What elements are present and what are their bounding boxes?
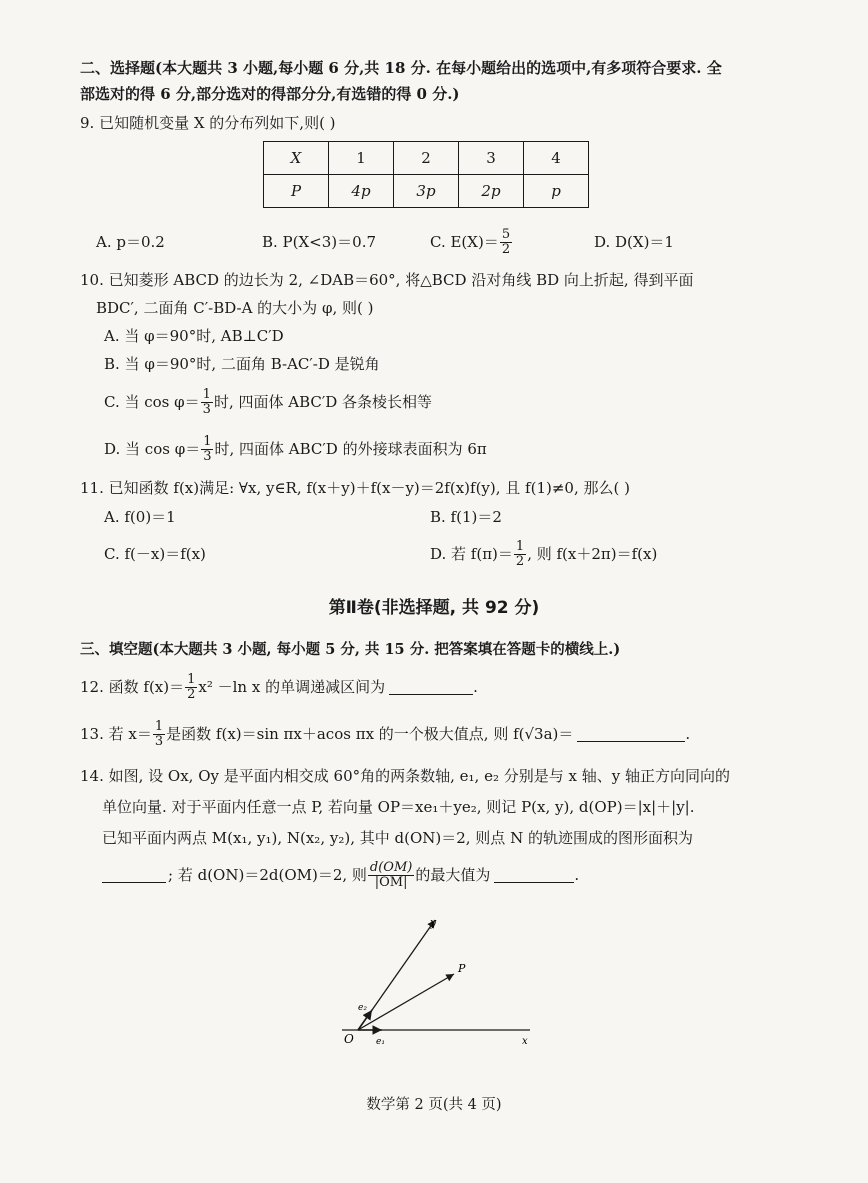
fraction-denominator: 3 — [203, 448, 212, 464]
q14-line4-text: ; 若 d(ON)＝2d(OM)＝2, 则 — [168, 866, 367, 884]
q11-option-a: A. f(0)＝1 — [104, 508, 176, 526]
fraction — [368, 861, 414, 890]
table-cell: 4 — [524, 142, 589, 175]
q12-answer-blank[interactable] — [389, 680, 473, 695]
q12-stem: 12. 函数 f(x)＝ — [80, 678, 185, 696]
q10-stem-line2: BDC′, 二面角 C′-BD-A 的大小为 φ, 则( ) — [96, 299, 374, 317]
section2-heading-line2: 部选对的得 6 分,部分选对的得部分分,有选错的得 0 分.) — [80, 85, 460, 103]
table-cell: P — [264, 175, 329, 208]
q11-option-c: C. f(－x)＝f(x) — [104, 545, 206, 563]
q9-option-a: A. p＝0.2 — [96, 233, 165, 251]
fraction-denominator: 2 — [187, 686, 196, 702]
q14-line3: 已知平面内两点 M(x₁, y₁), N(x₂, y₂), 其中 d(ON)＝2, 则点 N 的轨迹围成的图形面积为 — [102, 829, 693, 847]
q10-option-b: B. 当 φ＝90°时, 二面角 B-AC′-D 是锐角 — [104, 355, 380, 373]
table-row — [264, 175, 589, 208]
label-y: y — [430, 916, 437, 929]
fraction — [185, 673, 197, 702]
q13 — [80, 714, 690, 754]
q14-line1: 14. 如图, 设 Ox, Oy 是平面内相交成 60°角的两条数轴, e₁, e₂ 分别是与 x 轴、y 轴正方向同向的 — [80, 767, 730, 785]
table-cell: X — [264, 142, 329, 175]
q11-option-d — [430, 534, 657, 574]
fraction — [201, 435, 213, 464]
table-cell: 2p — [459, 175, 524, 208]
q11-option-b: B. f(1)＝2 — [430, 508, 502, 526]
q11-option-d-text: , 则 f(x＋2π)＝f(x) — [527, 545, 658, 563]
q14-line4-text-2: 的最大值为 — [415, 866, 491, 884]
label-p: P — [458, 962, 466, 975]
q13-stem: 13. 若 x＝ — [80, 725, 152, 743]
fraction — [153, 720, 165, 749]
q10-option-c — [104, 382, 432, 422]
q10-option-d-label: D. 当 cos φ＝ — [104, 440, 201, 458]
table-cell: 3 — [459, 142, 524, 175]
fraction-denominator: 3 — [202, 401, 211, 417]
q9-stem: 9. 已知随机变量 X 的分布列如下,则( ) — [80, 114, 336, 132]
vector-e2 — [358, 1010, 372, 1030]
fraction-numerator: 1 — [154, 718, 164, 734]
part2-title: 第Ⅱ卷(非选择题, 共 92 分) — [328, 598, 540, 618]
q10-option-c-text: 时, 四面体 ABC′D 各条棱长相等 — [213, 393, 433, 411]
fraction-numerator: 1 — [202, 386, 211, 402]
q13-stem-cont: 是函数 f(x)＝sin πx＋acos πx 的一个极大值点, 则 f(√3a)＝ — [166, 725, 574, 743]
fraction — [514, 540, 526, 569]
coordinate-figure — [330, 912, 550, 1052]
fraction-numerator: 5 — [501, 226, 511, 242]
q14-period: . — [574, 866, 580, 884]
table-cell: 3p — [394, 175, 459, 208]
q13-period: . — [685, 725, 691, 743]
fraction-denominator: 2 — [515, 553, 525, 569]
q13-answer-blank[interactable] — [577, 727, 685, 742]
table-cell: 1 — [329, 142, 394, 175]
fraction — [201, 388, 213, 417]
q12-stem-cont: x² －ln x 的单调递减区间为 — [198, 678, 386, 696]
q12-period: . — [473, 678, 478, 696]
table-row — [264, 142, 589, 175]
table-cell: 4p — [329, 175, 394, 208]
q14-answer-blank-1[interactable] — [102, 868, 166, 883]
q14-line4 — [102, 855, 579, 895]
q11-option-d-label: D. 若 f(π)＝ — [430, 545, 513, 563]
q10-option-d-text: 时, 四面体 ABC′D 的外接球表面积为 6π — [214, 440, 487, 458]
fraction-denominator: |OM| — [374, 874, 408, 890]
section2-heading-line1: 二、选择题(本大题共 3 小题,每小题 6 分,共 18 分. 在每小题给出的选项中,有多项符合要求. 全 — [80, 59, 722, 77]
q10-stem-line1: 10. 已知菱形 ABCD 的边长为 2, ∠DAB＝60°, 将△BCD 沿对角线 BD 向上折起, 得到平面 — [80, 271, 694, 289]
q9-option-b: B. P(X<3)＝0.7 — [262, 233, 377, 251]
q9-option-c-label: C. E(X)＝ — [430, 233, 499, 251]
label-o: O — [344, 1032, 354, 1046]
fraction-numerator: d(OM) — [369, 859, 413, 875]
table-cell: p — [524, 175, 589, 208]
q9-option-d: D. D(X)＝1 — [594, 233, 674, 251]
q14-answer-blank-2[interactable] — [494, 868, 574, 883]
fraction-numerator: 1 — [187, 671, 196, 687]
q14-line2: 单位向量. 对于平面内任意一点 P, 若向量 OP＝xe₁＋ye₂, 则记 P(x, y), d(OP)＝|x|＋|y|. — [102, 798, 695, 816]
fraction — [500, 228, 512, 257]
section3-heading: 三、填空题(本大题共 3 小题, 每小题 5 分, 共 15 分. 把答案填在答题卡的横线上.) — [80, 641, 621, 658]
distribution-table — [263, 141, 589, 208]
q9-option-c — [430, 222, 513, 262]
fraction-denominator: 3 — [154, 733, 164, 749]
q10-option-a: A. 当 φ＝90°时, AB⊥C′D — [104, 327, 284, 345]
label-x: x — [522, 1036, 528, 1047]
vector-op — [358, 974, 454, 1030]
page-footer: 数学第 2 页(共 4 页) — [366, 1097, 502, 1113]
q10-option-d — [104, 429, 487, 469]
q11-stem: 11. 已知函数 f(x)满足: ∀x, y∈R, f(x＋y)＋f(x－y)＝2f(x)f(y), 且 f(1)≠0, 那么( ) — [80, 479, 630, 497]
table-cell: 2 — [394, 142, 459, 175]
fraction-numerator: 1 — [203, 433, 212, 449]
q10-option-c-label: C. 当 cos φ＝ — [104, 393, 200, 411]
fraction-numerator: 1 — [515, 538, 525, 554]
label-e2: e₂ — [358, 1003, 367, 1013]
q12 — [80, 667, 478, 707]
fraction-denominator: 2 — [501, 241, 511, 257]
label-e1: e₁ — [376, 1037, 385, 1047]
